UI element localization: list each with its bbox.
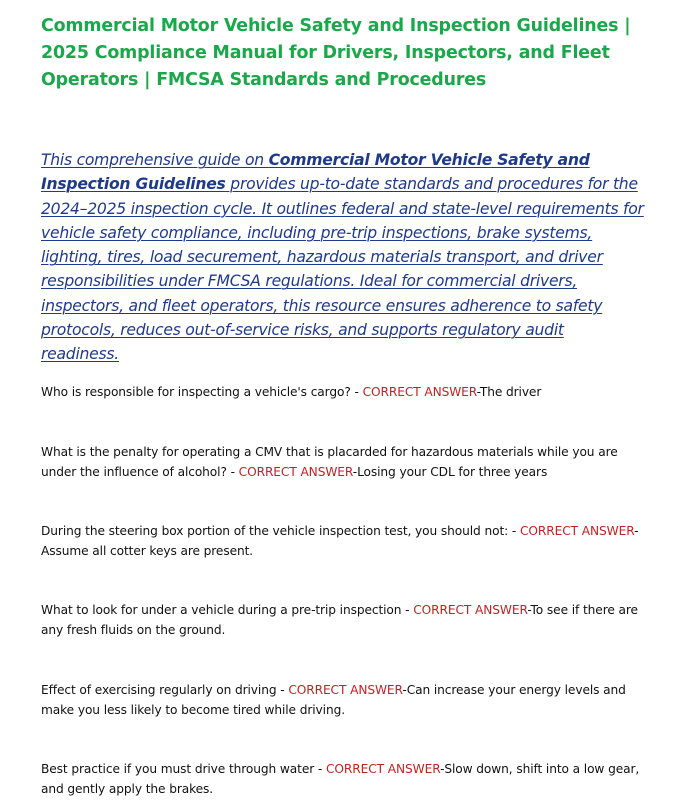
qa-question: Best practice if you must drive through water - <box>41 762 326 776</box>
correct-answer-tag: CORRECT ANSWER <box>238 464 353 479</box>
intro-bold-title: Commercial Motor Vehicle Safety and Inspection Guidelines <box>41 151 590 194</box>
qa-question: During the steering box portion of the vehicle inspection test, you should not: - <box>41 524 520 538</box>
intro-prefix: This comprehensive guide on <box>41 151 269 169</box>
correct-answer-tag: CORRECT ANSWER <box>413 603 528 617</box>
qa-item <box>41 601 641 640</box>
qa-question: What to look for under a vehicle during a pre-trip inspection - <box>41 603 414 617</box>
qa-item <box>41 522 641 561</box>
qa-item <box>41 760 641 799</box>
qa-answer: -Slow down, shift into a low gear, and gently apply the brakes. <box>41 762 640 796</box>
correct-answer-tag: CORRECT ANSWER <box>288 683 403 697</box>
qa-item <box>41 681 641 720</box>
qa-answer: -Assume all cotter keys are present. <box>41 524 639 558</box>
qa-answer: -To see if there are any fresh fluids on the ground. <box>41 603 638 637</box>
intro-paragraph <box>41 148 646 367</box>
correct-answer-tag: CORRECT ANSWER <box>362 385 477 399</box>
qa-question: Who is responsible for inspecting a vehicle's cargo? - <box>41 385 363 399</box>
qa-answer: -Losing your CDL for three years <box>352 464 548 479</box>
qa-question: What is the penalty for operating a CMV that is placarded for hazardous materials while you are under the influence of alcohol? - <box>41 445 618 479</box>
qa-item <box>41 383 641 403</box>
qa-answer: -The driver <box>476 385 542 399</box>
document-title: Commercial Motor Vehicle Safety and Inspection Guidelines | 2025 Compliance Manual for Drivers, Inspectors, and Fleet Operators | FMCSA Standards and Procedures <box>41 16 631 90</box>
correct-answer-tag: CORRECT ANSWER <box>325 762 441 776</box>
qa-question: Effect of exercising regularly on driving - <box>41 683 289 697</box>
intro-suffix: provides up-to-date standards and procedures for the 2024–2025 inspection cycle. It outlines federal and state-level requirements for vehicle safety compliance, including pre-trip inspections, brake systems, lighting, tires, load securement, hazardous materials transport, and driver responsibilities under FMCSA regulations. Ideal for commercial drivers, inspectors, and fleet operators, this resource ensures adherence to safety protocols, reduces out-of-service risks, and supports regulatory audit readiness. <box>41 175 644 364</box>
qa-item <box>41 443 641 482</box>
correct-answer-tag: CORRECT ANSWER <box>519 524 635 538</box>
qa-answer: -Can increase your energy levels and make you less likely to become tired while driving. <box>41 683 626 717</box>
